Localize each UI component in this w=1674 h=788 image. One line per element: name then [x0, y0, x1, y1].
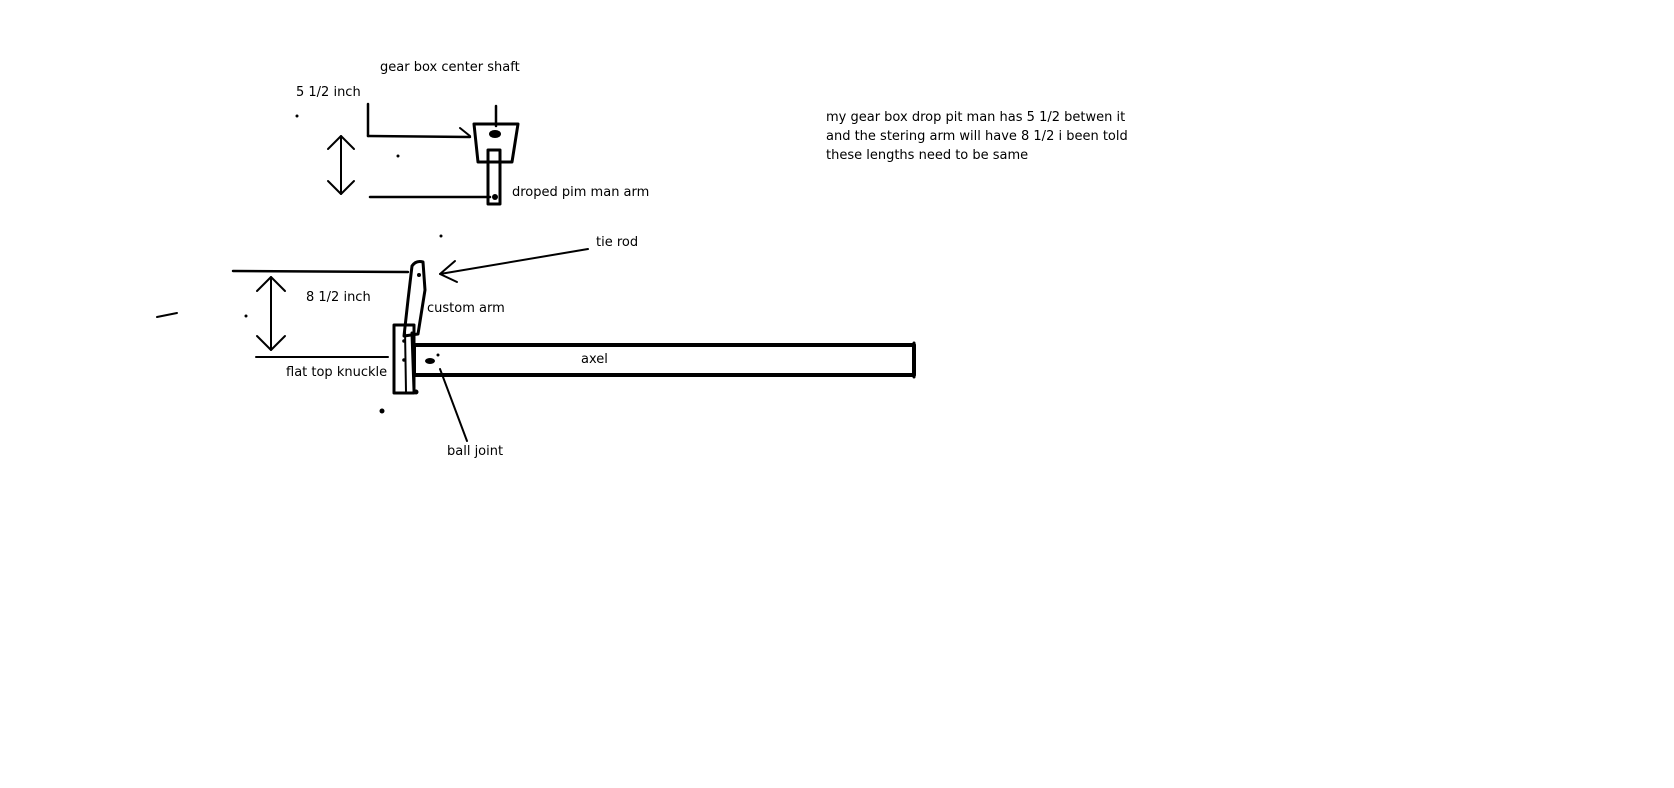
- five-half-inch-label: 5 1/2 inch: [296, 85, 361, 100]
- flat-top-knuckle-label: flat top knuckle: [286, 365, 388, 380]
- axel-label: axel: [581, 352, 608, 367]
- ball-joint-leader: [440, 369, 467, 441]
- note-line: my gear box drop pit man has 5 1/2 betwen it: [826, 110, 1126, 125]
- gear-box: [460, 106, 518, 204]
- tie-rod-label: tie rod: [596, 235, 639, 250]
- custom-arm-label: custom arm: [427, 301, 505, 316]
- stray-mark: [157, 313, 177, 317]
- droped-pim-man-arm-label: droped pim man arm: [512, 185, 650, 200]
- ball-joint-label: ball joint: [447, 444, 504, 459]
- stray-dot: [380, 409, 385, 414]
- stray-dot: [245, 315, 248, 318]
- stray-dot: [296, 115, 299, 118]
- note-line: and the stering arm will have 8 1/2 i been told: [826, 129, 1128, 144]
- explanation-note: [826, 108, 1128, 165]
- note-line: these lengths need to be same: [826, 148, 1029, 163]
- eight-half-inch-label: 8 1/2 inch: [306, 290, 371, 305]
- stray-dot: [440, 235, 443, 238]
- stray-dot: [397, 155, 400, 158]
- gear-box-center-shaft-label: gear box center shaft: [380, 60, 520, 75]
- axel: [414, 343, 914, 377]
- tie-rod-pointer: [440, 249, 588, 282]
- steering-arm-dimension: [233, 271, 408, 357]
- pitman-dimension: [328, 104, 490, 197]
